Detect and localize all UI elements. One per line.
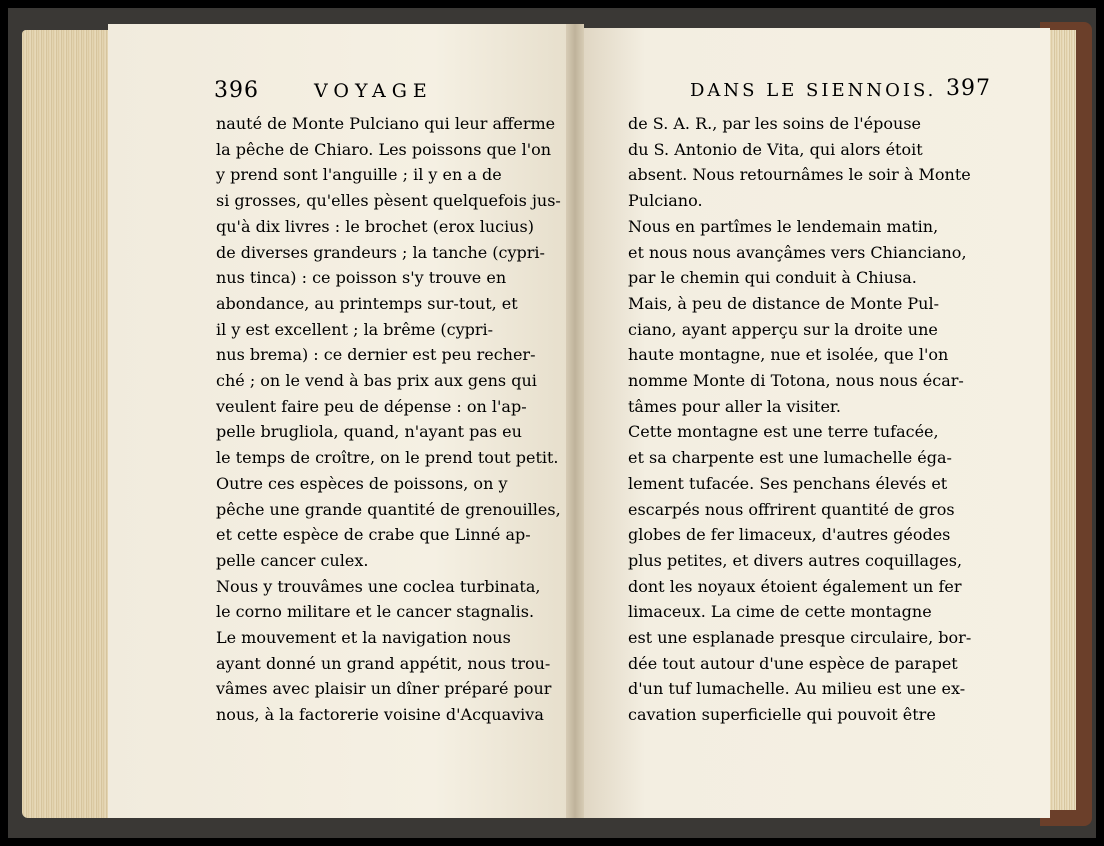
- text-line: Mais, à peu de distance de Monte Pul-: [628, 293, 939, 313]
- text-line: Nous y trouvâmes une coclea turbinata,: [216, 576, 541, 596]
- book-gutter: [566, 24, 584, 818]
- text-line: Outre ces espèces de poissons, on y: [216, 473, 508, 493]
- text-line: ché ; on le vend à bas prix aux gens qui: [216, 371, 537, 391]
- text-line: le corno militare et le cancer stagnalis.: [216, 602, 535, 622]
- text-line: Nous en partîmes le lendemain matin,: [628, 216, 939, 236]
- text-line: le temps de croître, on le prend tout petit.: [216, 448, 559, 468]
- text-line: nomme Monte di Totona, nous nous écar-: [628, 371, 964, 391]
- text-line: limaceux. La cime de cette montagne: [628, 602, 932, 622]
- left-page-body: [216, 111, 561, 728]
- right-running-head: DANS LE SIENNOIS.: [690, 80, 937, 101]
- left-running-head: VOYAGE: [314, 80, 433, 102]
- text-line: pelle brugliola, quand, n'ayant pas eu: [216, 422, 522, 442]
- text-line: Le mouvement et la navigation nous: [216, 628, 511, 648]
- text-line: abondance, au printemps sur-tout, et: [216, 293, 518, 313]
- text-line: cavation superficielle qui pouvoit être: [628, 705, 936, 725]
- right-page-body: [628, 111, 972, 728]
- text-line: ciano, ayant apperçu sur la droite une: [628, 319, 938, 339]
- right-page-number: 397: [946, 76, 991, 101]
- text-line: y prend sont l'anguille ; il y en a de: [216, 165, 502, 185]
- text-line: si grosses, qu'elles pèsent quelquefois jus-: [216, 191, 561, 211]
- text-line: globes de fer limaceux, d'autres géodes: [628, 525, 951, 545]
- text-line: et nous nous avançâmes vers Chianciano,: [628, 242, 967, 262]
- text-line: et sa charpente est une lumachelle éga-: [628, 448, 952, 468]
- text-line: vâmes avec plaisir un dîner préparé pour: [216, 679, 552, 699]
- text-line: de S. A. R., par les soins de l'épouse: [628, 114, 921, 133]
- text-line: est une esplanade presque circulaire, bor-: [628, 628, 972, 648]
- text-line: ayant donné un grand appétit, nous trou-: [216, 653, 551, 673]
- text-line: Cette montagne est une terre tufacée,: [628, 422, 939, 442]
- text-line: nus brema) : ce dernier est peu recher-: [216, 345, 536, 365]
- left-page-number: 396: [214, 78, 259, 103]
- text-line: il y est excellent ; la brême (cypri-: [216, 319, 494, 339]
- text-line: pelle cancer culex.: [216, 550, 369, 570]
- text-line: par le chemin qui conduit à Chiusa.: [628, 268, 917, 288]
- left-page-block-edges: [22, 30, 112, 818]
- text-line: pêche une grande quantité de grenouilles,: [216, 499, 561, 519]
- text-line: lement tufacée. Ses penchans élevés et: [628, 473, 948, 493]
- text-line: tâmes pour aller la visiter.: [628, 396, 841, 416]
- text-line: nous, à la factorerie voisine d'Acquaviva: [216, 705, 544, 725]
- text-line: Pulciano.: [628, 191, 703, 211]
- text-line: dont les noyaux étoient également un fer: [628, 576, 962, 596]
- text-line: plus petites, et divers autres coquillages,: [628, 550, 963, 570]
- text-line: escarpés nous offrirent quantité de gros: [628, 499, 955, 519]
- text-line: nus tinca) : ce poisson s'y trouve en: [216, 268, 507, 288]
- text-line: de diverses grandeurs ; la tanche (cypri-: [216, 242, 545, 262]
- text-line: dée tout autour d'une espèce de parapet: [628, 653, 958, 673]
- text-line: absent. Nous retournâmes le soir à Monte: [628, 165, 971, 185]
- text-line: et cette espèce de crabe que Linné ap-: [216, 525, 531, 545]
- text-line: la pêche de Chiaro. Les poissons que l'on: [216, 139, 552, 159]
- text-line: qu'à dix livres : le brochet (erox lucius): [216, 216, 535, 236]
- text-line: veulent faire peu de dépense : on l'ap-: [216, 396, 527, 416]
- text-line: du S. Antonio de Vita, qui alors étoit: [628, 139, 923, 159]
- text-line: nauté de Monte Pulciano qui leur afferme: [216, 114, 556, 133]
- text-line: haute montagne, nue et isolée, que l'on: [628, 345, 949, 365]
- text-line: d'un tuf lumachelle. Au milieu est une ex-: [628, 679, 966, 699]
